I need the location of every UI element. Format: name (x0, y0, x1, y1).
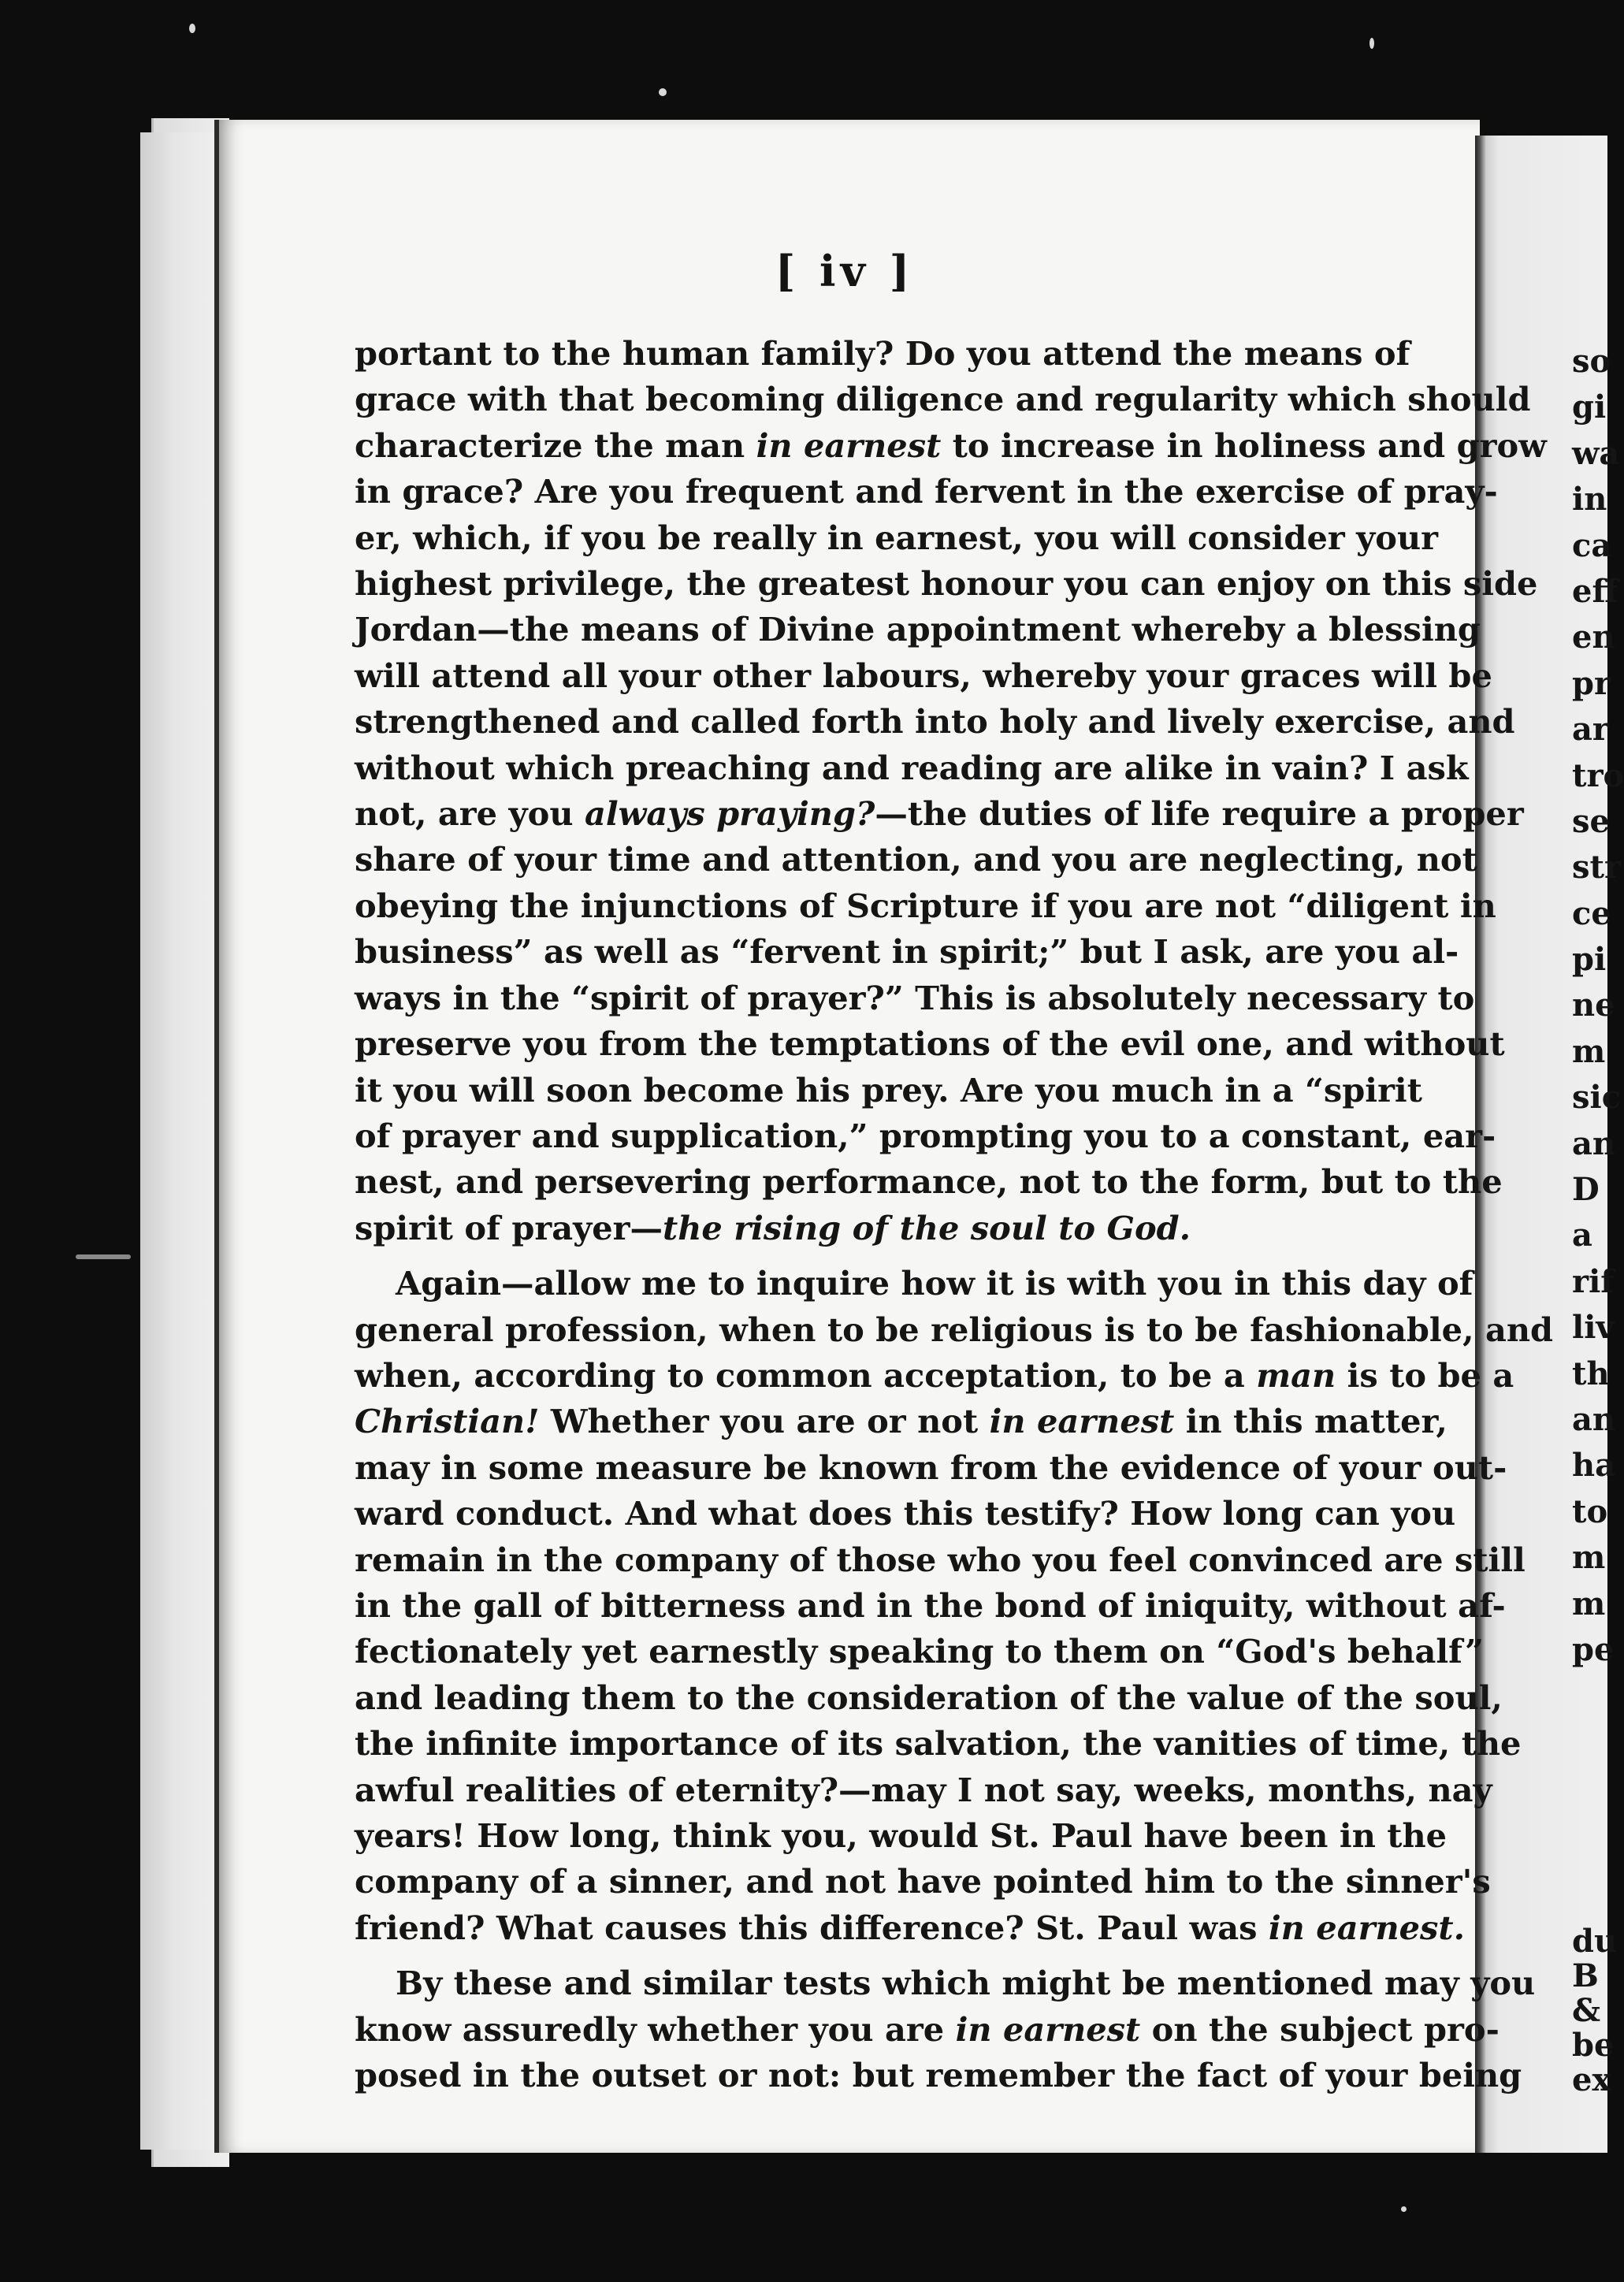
text-line (355, 561, 1538, 607)
text-run: is to be a (1336, 1355, 1514, 1395)
text-line (355, 377, 1531, 422)
text-run: posed in the outset or not: but remember the fact of your being (355, 2056, 1522, 2095)
text-run: friend? What causes this difference? St. Paul was (355, 1908, 1269, 1947)
text-run: general profession, when to be religious is to be fashionable, and (355, 1310, 1554, 1349)
text-line (355, 515, 1438, 561)
text-run: know assuredly whether you are (355, 2009, 956, 2049)
next-page-fragment: rif (1572, 1262, 1615, 1300)
text-run: strengthened and called forth into holy and lively exercise, and (355, 702, 1515, 741)
next-page-fragment: in (1572, 481, 1607, 518)
text-run: in the gall of bitterness and in the bond of iniquity, without af- (355, 1585, 1506, 1625)
text-line (355, 791, 1524, 837)
italic-text: in earnest (756, 426, 942, 465)
next-page-fragment: be (1572, 2027, 1615, 2064)
text-run: grace with that becoming diligence and regularity which should (355, 380, 1531, 419)
text-run: the infinite importance of its salvation, the vanities of time, the (355, 1724, 1522, 1764)
next-page-fragment: pr (1572, 664, 1611, 702)
text-run: without which preaching and reading are alike in vain? I ask (355, 748, 1469, 787)
text-run: awful realities of eternity?—may I not say, weeks, months, nay (355, 1770, 1492, 1809)
next-page-fragment: to (1572, 1492, 1608, 1530)
next-page-fragment: a (1572, 1217, 1592, 1254)
text-run: business” as well as “fervent in spirit;” but I ask, are you al- (355, 932, 1459, 972)
text-line (355, 1445, 1507, 1491)
next-page-fragment: pi (1572, 941, 1607, 979)
next-page-fragment: th (1572, 1355, 1610, 1392)
text-line (355, 1399, 1447, 1444)
text-run: ward conduct. And what does this testify? How long can you (355, 1494, 1456, 1533)
text-line (355, 1113, 1496, 1159)
text-line (355, 745, 1469, 791)
italic-text: in earnest (989, 1402, 1175, 1441)
text-line (355, 1261, 1473, 1306)
text-run: will attend all your other labours, whereby your graces will be (355, 656, 1492, 695)
next-page-fragment: str (1572, 849, 1622, 886)
next-page-fragment: m (1572, 1539, 1606, 1577)
text-line (355, 1961, 1536, 2006)
next-page-fragment: se (1572, 802, 1610, 840)
text-run: characterize the man (355, 426, 756, 465)
text-run: —the duties of life require a proper (875, 794, 1524, 834)
next-page-fragment: m (1572, 1585, 1606, 1622)
text-line (355, 1767, 1492, 1813)
text-line (355, 423, 1547, 469)
text-line (355, 929, 1459, 975)
next-page-fragment: ex (1572, 2061, 1611, 2098)
next-page-fragment: B (1572, 1957, 1599, 1994)
next-page-fragment: an (1572, 1400, 1615, 1438)
text-run: not, are you (355, 794, 585, 834)
text-line (355, 1905, 1466, 1951)
text-line (355, 1206, 1403, 1251)
text-run: preserve you from the temptations of the evil one, and without (355, 1024, 1505, 1064)
next-page-fragment: en (1572, 619, 1615, 656)
text-line (355, 1307, 1554, 1353)
text-line (355, 1721, 1522, 1767)
text-line (355, 1491, 1456, 1537)
text-run: of prayer and supplication,” prompting you to a constant, ear- (355, 1116, 1496, 1155)
italic-text: man (1256, 1355, 1336, 1395)
text-line (355, 837, 1477, 883)
text-run: in grace? Are you frequent and fervent in the exercise of pray- (355, 472, 1498, 511)
text-line (355, 976, 1475, 1021)
page-header: [ iv ] (775, 246, 915, 296)
next-page-fragment: pe (1572, 1630, 1615, 1668)
italic-text: the rising of the soul to God. (663, 1208, 1191, 1247)
next-page-fragment: D (1572, 1171, 1600, 1209)
text-run: on the subject pro- (1140, 2009, 1500, 2049)
text-run: it you will soon become his prey. Are you much in a “spirit (355, 1070, 1422, 1109)
text-line (355, 1675, 1503, 1721)
next-page-fragment: so (1572, 343, 1611, 380)
text-run: company of a sinner, and not have pointed him to the sinner's (355, 1862, 1491, 1901)
next-page-fragment: ha (1572, 1447, 1615, 1485)
text-run: may in some measure be known from the evidence of your out- (355, 1448, 1507, 1487)
text-run: highest privilege, the greatest honour you can enjoy on this side (355, 564, 1538, 604)
paragraph-gap (355, 1251, 1403, 1261)
text-line (355, 607, 1481, 652)
next-page-fragment: ne (1572, 987, 1615, 1024)
italic-text: Christian! (355, 1402, 540, 1441)
next-page-fragment: du (1572, 1923, 1618, 1960)
text-run: By these and similar tests which might be mentioned may you (396, 1964, 1536, 2003)
text-line (355, 1583, 1506, 1629)
italic-text: always praying? (584, 794, 875, 834)
next-page-fragment: wa (1572, 434, 1620, 472)
text-line (355, 1813, 1447, 1859)
next-page-fragments-lower (1572, 1923, 1618, 2098)
next-page-fragment: m (1572, 1032, 1606, 1070)
text-run: years! How long, think you, would St. Paul have been in the (355, 1816, 1447, 1855)
text-line (355, 1629, 1484, 1674)
text-line (355, 331, 1410, 377)
text-line (355, 1353, 1514, 1399)
next-page-fragment: tro (1572, 756, 1624, 794)
text-run: Whether you are or not (539, 1402, 990, 1441)
text-run: in this matter, (1174, 1402, 1447, 1441)
next-page-fragment: ar (1572, 711, 1609, 749)
next-page-fragments-upper (1572, 339, 1624, 1673)
text-line (355, 1537, 1526, 1583)
next-page-fragment: liv (1572, 1309, 1615, 1347)
text-run: Again—allow me to inquire how it is with you in this day of (396, 1264, 1473, 1303)
italic-text: in earnest (955, 2009, 1141, 2049)
text-run: when, according to common acceptation, to be a (355, 1355, 1257, 1395)
text-run: Jordan—the means of Divine appointment whereby a blessing (355, 610, 1481, 649)
next-page-fragment: eff (1572, 572, 1618, 610)
text-line (355, 2053, 1522, 2098)
text-run: and leading them to the consideration of the value of the soul, (355, 1678, 1503, 1717)
italic-text: in earnest. (1268, 1908, 1466, 1947)
text-run: fectionately yet earnestly speaking to them on “God's behalf” (355, 1632, 1484, 1671)
text-run: obeying the injunctions of Scripture if you are not “diligent in (355, 886, 1496, 925)
next-page-fragment: gi (1572, 388, 1607, 426)
text-line (355, 1159, 1503, 1205)
text-run: portant to the human family? Do you attend the means of (355, 334, 1410, 373)
text-line (355, 1859, 1491, 1905)
text-run: remain in the company of those who you feel convinced are still (355, 1540, 1526, 1579)
text-run: er, which, if you be really in earnest, you will consider your (355, 518, 1438, 557)
text-line (355, 1021, 1505, 1067)
text-line (355, 1068, 1422, 1113)
paragraph-gap (355, 1951, 1403, 1961)
next-page-fragment: & (1572, 1992, 1601, 2029)
text-line (355, 469, 1498, 515)
text-run: ways in the “spirit of prayer?” This is absolutely necessary to (355, 978, 1475, 1017)
next-page-fragment: ce (1572, 894, 1611, 932)
text-line (355, 883, 1496, 929)
text-run: spirit of prayer— (355, 1208, 663, 1247)
text-line (355, 2007, 1500, 2053)
next-page-fragment: an (1572, 1124, 1615, 1162)
page-body (355, 331, 1554, 2098)
text-run: share of your time and attention, and you are neglecting, not (355, 840, 1477, 879)
next-page-fragment: ca (1572, 526, 1612, 564)
text-line (355, 653, 1492, 699)
text-run: nest, and persevering performance, not to the form, but to the (355, 1162, 1503, 1202)
text-run: to increase in holiness and grow (941, 426, 1547, 465)
next-page-fragment: sic (1572, 1079, 1622, 1117)
text-line (355, 699, 1515, 745)
